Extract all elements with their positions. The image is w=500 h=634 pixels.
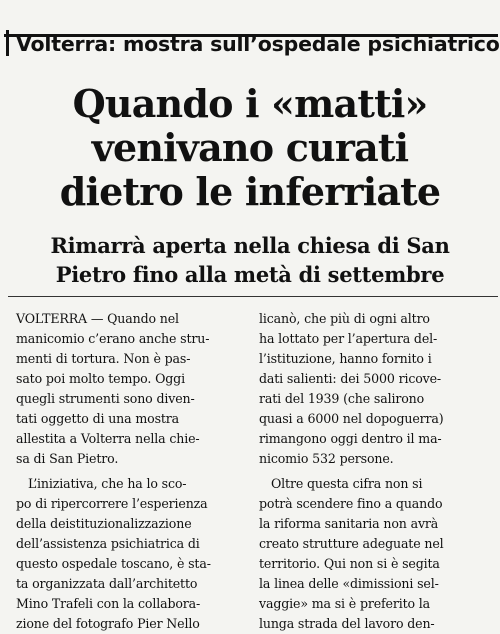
- article-column-right: [259, 309, 496, 634]
- text-line: rimangono oggi dentro il ma-: [259, 431, 442, 446]
- text-line: territorio. Qui non si è segita: [259, 556, 440, 571]
- text-line: dati salienti: dei 5000 ricove-: [259, 371, 442, 386]
- text-line: la riforma sanitaria non avrà: [259, 516, 439, 531]
- text-line: quasi a 6000 nel dopoguerra): [259, 411, 444, 426]
- text-line: ha lottato per l’apertura del-: [259, 331, 438, 346]
- text-line: allestita a Volterra nella chie-: [16, 431, 200, 446]
- text-line: menti di tortura. Non è pas-: [16, 351, 191, 366]
- text-line: lunga strada del lavoro den-: [259, 616, 435, 631]
- subheadline-line: Rimarrà aperta nella chiesa di San: [50, 233, 450, 258]
- text-line: ta organizzata dall’architetto: [16, 576, 198, 591]
- text-line: manicomio c’erano anche stru-: [16, 331, 210, 346]
- text-line: licanò, che più di ogni altro: [259, 311, 430, 326]
- text-line: la linea delle «dimissioni sel-: [259, 576, 439, 591]
- kicker-text: Volterra: mostra sull’ospedale psichiatrico: [16, 32, 500, 56]
- headline-line: dietro le inferriate: [59, 169, 441, 214]
- text-line: rati del 1939 (che salirono: [259, 391, 425, 406]
- kicker: [6, 30, 500, 56]
- text-line: sato poi molto tempo. Oggi: [16, 371, 185, 386]
- text-line: tati oggetto di una mostra: [16, 411, 180, 426]
- subheadline-line: Pietro fino alla metà di settembre: [55, 262, 445, 287]
- article-paragraph: [16, 474, 244, 634]
- text-line: questo ospedale toscano, è sta-: [16, 556, 211, 571]
- text-line: della deistituzionalizzazione: [16, 516, 192, 531]
- subheadline: [0, 231, 500, 289]
- headline-line: Quando i «matti»: [72, 81, 428, 126]
- text-line: vaggie» ma si è preferito la: [259, 596, 431, 611]
- kicker-bar: [6, 30, 9, 56]
- text-line: Mino Trafeli con la collabora-: [16, 596, 201, 611]
- text-line: VOLTERRA — Quando nel: [16, 311, 179, 326]
- article-paragraph: [259, 474, 496, 634]
- text-line: potrà scendere fino a quando: [259, 496, 443, 511]
- text-line: po di ripercorrere l’esperienza: [16, 496, 208, 511]
- article-column-left: [16, 309, 244, 634]
- text-line: l’istituzione, hanno fornito i: [259, 351, 432, 366]
- text-line: dell’assistenza psichiatrica di: [16, 536, 200, 551]
- text-line: nicomio 532 persone.: [259, 451, 394, 466]
- headline: [0, 82, 500, 214]
- text-line: sa di San Pietro.: [16, 451, 119, 466]
- section-rule: [8, 296, 498, 297]
- text-line: L’iniziativa, che ha lo sco-: [28, 476, 187, 491]
- headline-line: venivano curati: [91, 125, 409, 170]
- text-line: creato strutture adeguate nel: [259, 536, 444, 551]
- text-line: zione del fotografo Pier Nello: [16, 616, 200, 631]
- text-line: quegli strumenti sono diven-: [16, 391, 195, 406]
- text-line: Oltre questa cifra non si: [271, 476, 423, 491]
- article-paragraph: [259, 309, 496, 469]
- article-paragraph: [16, 309, 244, 469]
